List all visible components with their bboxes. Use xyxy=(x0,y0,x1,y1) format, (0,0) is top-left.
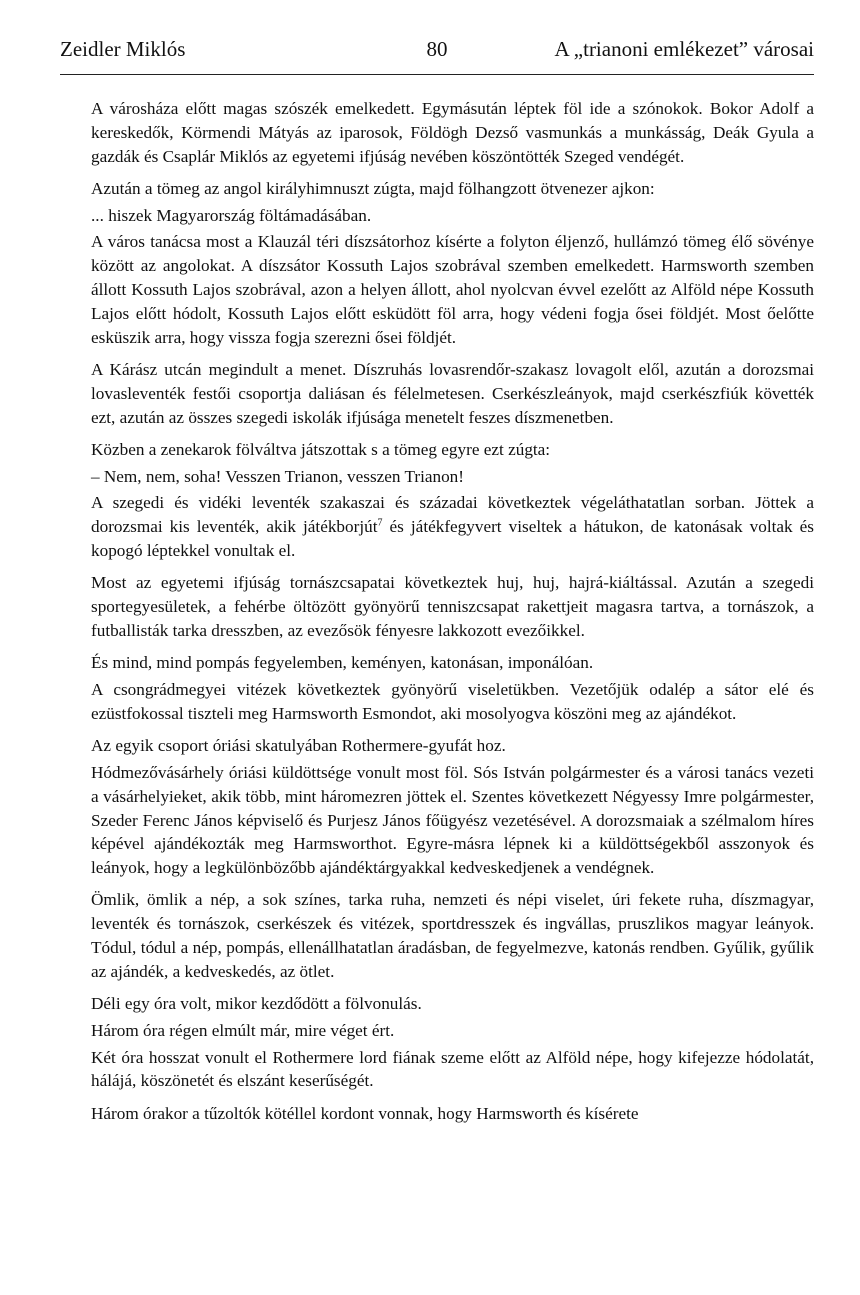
paragraph: A város tanácsa most a Klauzál téri díszsátorhoz kísérte a folyton éljenző, hullámzó tömeg élő sövénye között az angolokat. A díszsátor Kossuth Lajos szobrával szemben emelkedett. Harmsworth szemben állott Kossuth Lajos szobrával, azon a helyen állott, ahol nyolcvan évvel ezelőtt az Alföld népe Kossuth Lajos előtt hódolt, Kossuth Lajos előtt esküdött föl arra, hogy védeni fogja ősei földjét. Most őelőtte esküszik arra, hogy vissza fogja szerezni ősei földjét. xyxy=(91,232,814,347)
paragraph: Az egyik csoport óriási skatulyában Rothermere-gyufát hoz. xyxy=(91,736,506,756)
paragraph: ... hiszek Magyarország föltámadásában. xyxy=(91,205,372,225)
paragraph: – Nem, nem, soha! Vesszen Trianon, vesszen Trianon! xyxy=(91,466,465,486)
paragraph-text-tail: és játékfegyvert viseltek a hátukon, de katonásak voltak és kopogó léptekkel vonultak el. xyxy=(91,517,814,561)
paragraph: Három óra régen elmúlt már, mire véget ért. xyxy=(91,1020,395,1040)
paragraph: Közben a zenekarok fölváltva játszottak s a tömeg egyre ezt zúgta: xyxy=(91,439,551,459)
paragraph-text: A szegedi és vidéki leventék szakaszai és századai következtek végeláthatatlan sorban. Jöttek a dorozsmai kis leventék, akik játékborjút xyxy=(91,493,814,537)
paragraph: Déli egy óra volt, mikor kezdődött a fölvonulás. xyxy=(91,994,422,1014)
header-running-title: A „trianoni emlékezet” városai xyxy=(554,37,814,61)
paragraph: És mind, mind pompás fegyelemben, keményen, katonásan, imponálóan. xyxy=(91,653,594,673)
paragraph: A Kárász utcán megindult a menet. Díszruhás lovasrendőr-szakasz lovagolt elől, azután a dorozsmai lovasleventék festői csoportja daliásan és félelmetesen. Cserkészleányok, majd cserkészfiúk követték ezt, azután az összes szegedi iskolák ifjúsága menetelt feszes díszmenetben. xyxy=(91,359,814,427)
page-number: 80 xyxy=(426,37,448,61)
paragraph: Hódmezővásárhely óriási küldöttsége vonult most föl. Sós István polgármester és a városi tanács vezeti a vásárhelyieket, akik több, mint háromezren jöttek el. Szentes következett Négyessy Imre polgármester, Szeder Ferenc János képviselő és Purjesz János főügyész vezetésével. A dorozsmaiak a szélmalom híres képével ajándékozták meg Harmsworthot. Egyre-másra lépnek ki a küldöttségekből asszonyok és leányok, hogy a legkülönbözőbb ajándéktárgyakkal kedveskedjenek a vendégnek. xyxy=(91,762,814,878)
paragraph: Azután a tömeg az angol királyhimnuszt zúgta, majd fölhangzott ötvenezer ajkon: xyxy=(91,178,655,198)
paragraph: A csongrádmegyei vitézek következtek gyönyörű viseletükben. Vezetőjük odalép a sátor elé és ezüstfokossal tiszteli meg Harmsworth Esmondot, aki mosolyogva köszöni meg az ajándékot. xyxy=(91,680,814,723)
paragraph: Ömlik, ömlik a nép, a sok színes, tarka ruha, nemzeti és népi viselet, úri fekete ruha, díszmagyar, leventék és tornászok, cserkészek és vitézek, sportdresszek és ingvállas, pruszlikos magyar leányok. Tódul, tódul a nép, pompás, ellenállhatatlan áradásban, de fegyelmezve, katonás rendben. Gyűlik, gyűlik az ajándék, a kedveskedés, az ötlet. xyxy=(91,890,814,981)
body-text xyxy=(91,97,814,1134)
footnote-reference: 7 xyxy=(377,517,383,529)
paragraph: Két óra hosszat vonult el Rothermere lord fiának szeme előtt az Alföld népe, hogy kifejezze hódolatát, hálájá, köszönetét és elszánt keserűségét. xyxy=(91,1047,814,1091)
paragraph: Három órakor a tűzoltók kötéllel kordont vonnak, hogy Harmsworth és kísérete xyxy=(91,1103,639,1123)
header-author: Zeidler Miklós xyxy=(60,37,186,61)
running-header xyxy=(60,34,814,75)
paragraph-with-footnote xyxy=(91,491,814,562)
paragraph: A városháza előtt magas szószék emelkedett. Egymásután léptek föl ide a szónokok. Bokor Adolf a kereskedők, Körmendi Mátyás az iparosok, Földögh Dezső vasmunkás a munkásság, Deák Gyula a gazdák és Csaplár Miklós az egyetemi ifjúság nevében köszöntötték Szeged vendégét. xyxy=(91,99,814,166)
paragraph: Most az egyetemi ifjúság tornászcsapatai következtek huj, huj, hajrá-kiáltással. Azután a szegedi sportegyesületek, a fehérbe öltözött gyönyörű tenniszcsapat rakettjeit magasra tartva, a tornászok, a futballisták tarka dresszben, az evezősök fényesre lakkozott evezőikkel. xyxy=(91,573,814,640)
